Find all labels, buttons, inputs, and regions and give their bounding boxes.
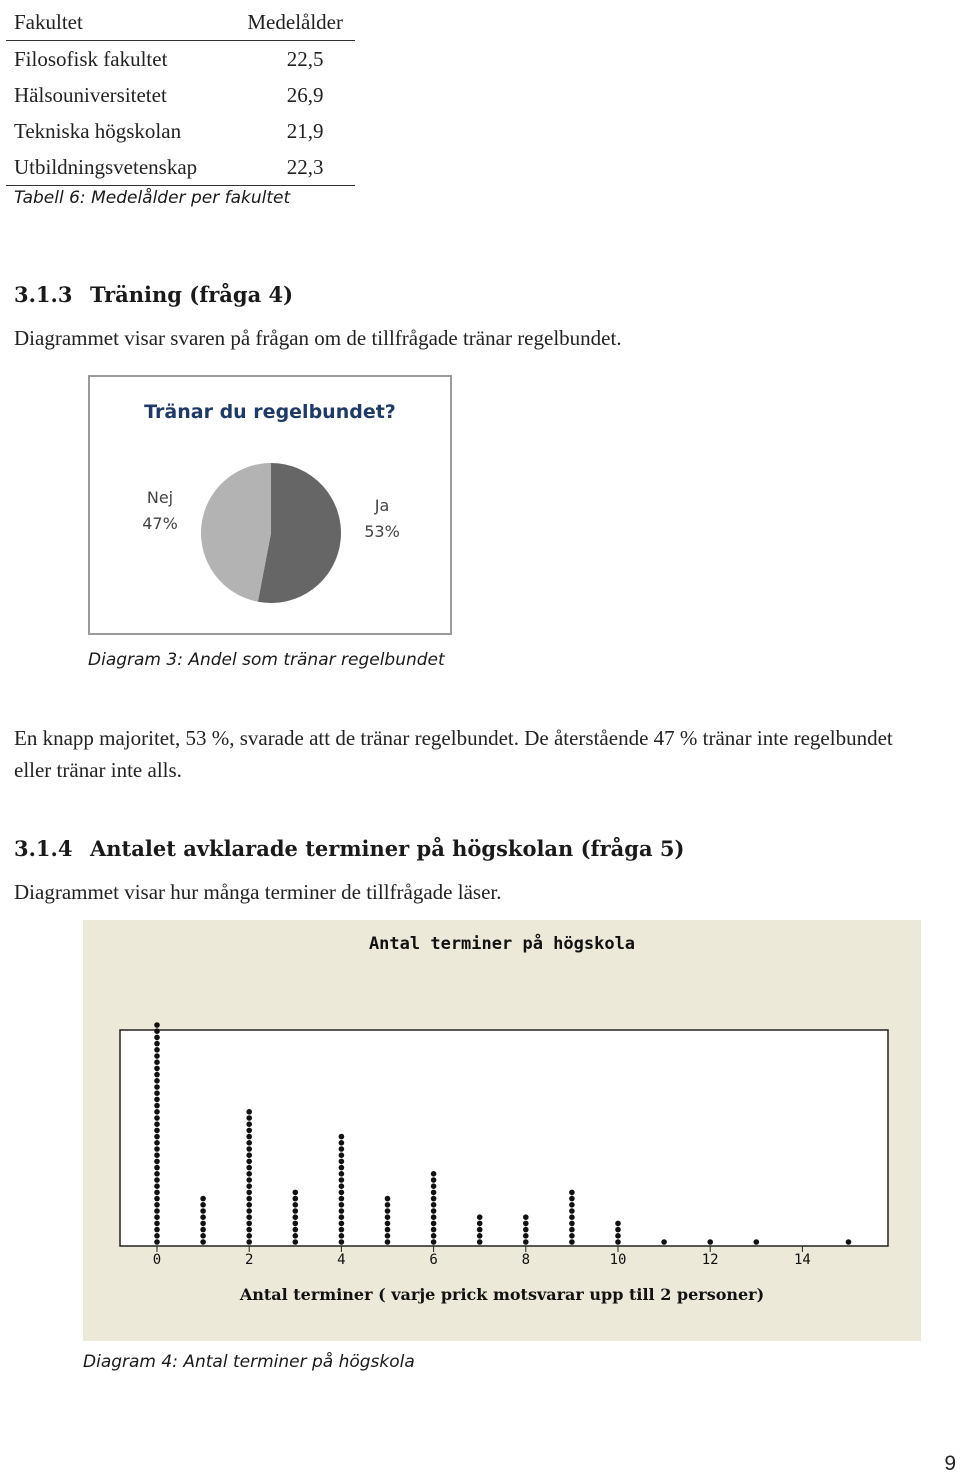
page-number: 9 xyxy=(944,1452,956,1475)
slice-name: Ja xyxy=(374,496,390,515)
dot-plot-caption: Diagram 4: Antal terminer på högskola xyxy=(83,1352,415,1372)
table-cell-age: 22,3 xyxy=(286,155,324,179)
x-tick-label: 10 xyxy=(609,1252,627,1268)
column-header-faculty: Fakultet xyxy=(14,10,83,34)
chart-title: Antal terminer på högskola xyxy=(368,934,636,954)
age-table xyxy=(6,4,355,186)
pie-label-ja xyxy=(360,493,404,545)
x-tick-label: 14 xyxy=(793,1252,811,1268)
section-title: Träning (fråga 4) xyxy=(90,282,294,307)
table-cell-age: 22,5 xyxy=(286,47,324,71)
section-number: 3.1.4 xyxy=(14,836,73,861)
slice-percent: 47% xyxy=(142,514,178,533)
table-cell-age: 21,9 xyxy=(286,119,324,143)
slice-name: Nej xyxy=(146,488,174,507)
section-heading-313 xyxy=(14,282,293,307)
section-313-intro: Diagrammet visar svaren på frågan om de tillfrågade tränar regelbundet. xyxy=(14,326,622,350)
table-row xyxy=(6,41,355,78)
table-cell-faculty: Filosofisk fakultet xyxy=(14,47,168,71)
section-number: 3.1.3 xyxy=(14,282,73,307)
section-314-intro: Diagrammet visar hur många terminer de tillfrågade läser. xyxy=(14,880,502,904)
chart-title: Tränar du regelbundet? xyxy=(144,401,396,423)
x-tick-label: 8 xyxy=(521,1252,531,1268)
x-tick-label: 0 xyxy=(152,1252,162,1268)
table-header-row xyxy=(6,4,355,41)
pie-slice-nej xyxy=(201,463,271,602)
table-row xyxy=(6,113,355,149)
pie-chart xyxy=(88,375,452,635)
x-tick-label: 2 xyxy=(244,1252,254,1268)
section-heading-314 xyxy=(14,836,684,861)
x-tick-label: 4 xyxy=(337,1252,346,1268)
dot-plot-chart xyxy=(83,920,921,1341)
table-row xyxy=(6,149,355,186)
pie-label-nej xyxy=(140,485,180,537)
pie-caption: Diagram 3: Andel som tränar regelbundet xyxy=(88,650,445,670)
x-tick-label: 6 xyxy=(429,1252,438,1268)
table-row xyxy=(6,77,355,113)
table-cell-faculty: Tekniska högskolan xyxy=(14,119,182,143)
column-header-age: Medelålder xyxy=(247,10,343,34)
table-cell-age: 26,9 xyxy=(286,83,324,107)
tick-labels xyxy=(83,920,921,1341)
table-caption: Tabell 6: Medelålder per fakultet xyxy=(14,188,291,208)
table-cell-faculty: Hälsouniversitetet xyxy=(14,83,167,107)
section-313-conclusion: En knapp majoritet, 53 %, svarade att de tränar regelbundet. De återstående 47 % tränar inte regelbundet eller tränar inte alls. xyxy=(14,726,893,782)
slice-percent: 53% xyxy=(364,522,400,541)
table-cell-faculty: Utbildningsvetenskap xyxy=(14,155,198,179)
x-axis-label: Antal terminer ( varje prick motsvarar upp till 2 personer) xyxy=(239,1285,765,1304)
section-title: Antalet avklarade terminer på högskolan (fråga 5) xyxy=(90,836,685,861)
x-tick-label: 12 xyxy=(701,1252,719,1268)
